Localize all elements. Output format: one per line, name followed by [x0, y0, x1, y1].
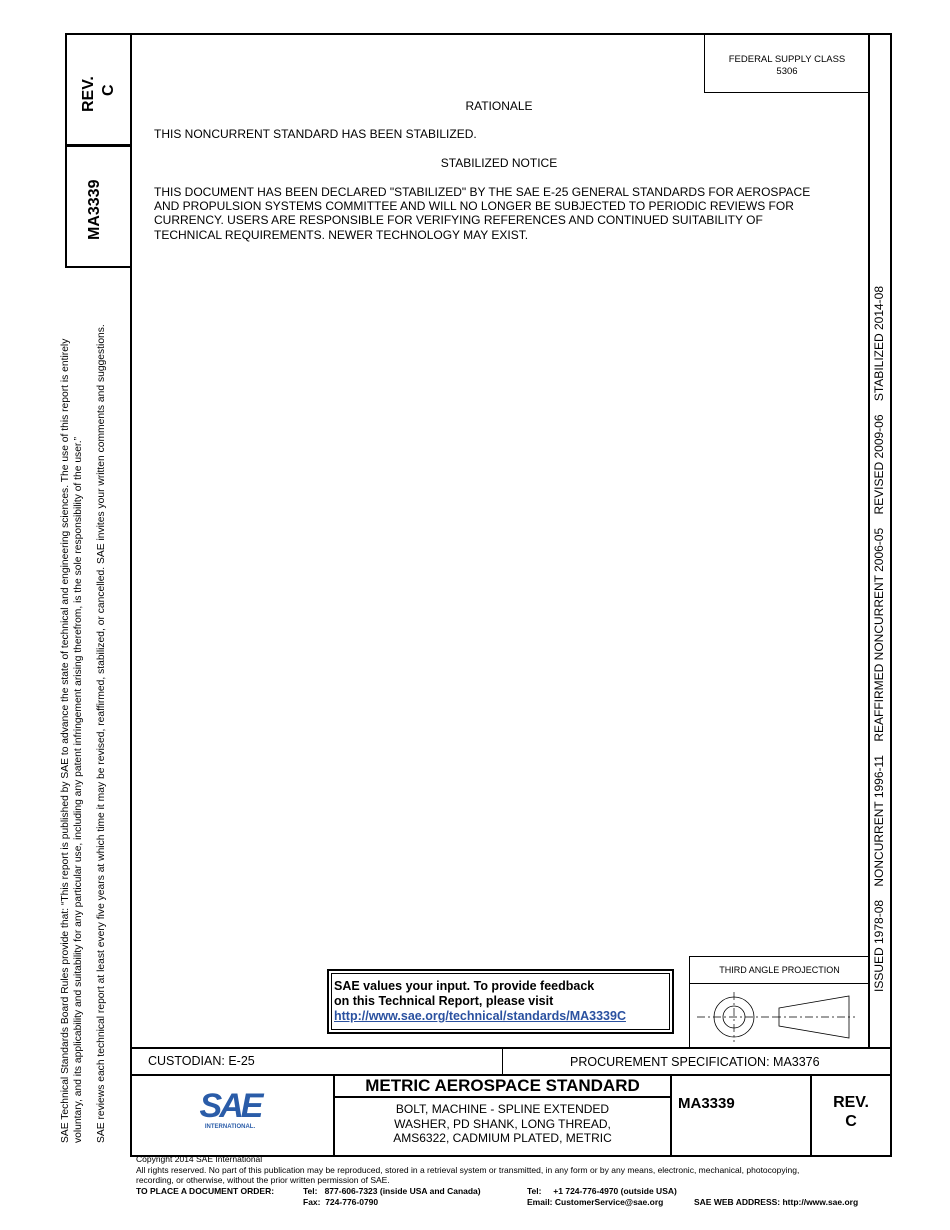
left-rev-value: C [100, 84, 117, 96]
web-address: SAE WEB ADDRESS: http://www.sae.org [694, 1197, 859, 1207]
left-doc-number: MA3339 [86, 179, 103, 240]
copyright: Copyright 2014 SAE International [136, 1154, 263, 1164]
revision-history: ISSUED 1978-08 NONCURRENT 1996-11 REAFFIRMED NONCURRENT 2006-05 REVISED 2009-06 STABILIZED 2014-08 [872, 285, 886, 992]
rationale-text: THIS NONCURRENT STANDARD HAS BEEN STABILIZED. [154, 127, 477, 141]
desc-line-3: AMS6322, CADMIUM PLATED, METRIC [393, 1131, 612, 1145]
fax: Fax: 724-776-0790 [303, 1197, 379, 1207]
title-underline [335, 1096, 670, 1098]
doc-number: MA3339 [678, 1095, 735, 1112]
third-angle-projection-icon [695, 988, 865, 1044]
rights-line-2: recording, or otherwise, without the prior written permission of SAE. [136, 1175, 390, 1185]
board-rules-line1: SAE Technical Standards Board Rules provide that: “This report is published by SAE to advance the state of technical and engineering sciences. The use of this report is entirely [60, 338, 71, 1143]
custodian-divider [502, 1047, 503, 1075]
desc-divider [670, 1075, 672, 1157]
rights-line-1: All rights reserved. No part of this publication may be reproduced, stored in a retrieval system or transmitted, in any form or by any means, electronic, mechanical, photocopying, [136, 1165, 800, 1175]
procurement-spec: PROCUREMENT SPECIFICATION: MA3376 [570, 1055, 820, 1069]
fsc-label: FEDERAL SUPPLY CLASS [728, 54, 846, 65]
feedback-line-2: on this Technical Report, please visit [334, 994, 554, 1008]
notice-line-2: AND PROPULSION SYSTEMS COMMITTEE AND WILL NO LONGER BE SUBJECTED TO PERIODIC REVIEWS FOR [154, 199, 794, 213]
projection-divider [689, 983, 870, 984]
history-column-divider [868, 33, 870, 1047]
feedback-link[interactable]: http://www.sae.org/technical/standards/MA3339C [334, 1009, 626, 1023]
left-rev-label: REV. [80, 76, 97, 112]
sae-logo [190, 1089, 270, 1135]
desc-line-1: BOLT, MACHINE - SPLINE EXTENDED [395, 1102, 610, 1116]
sae-logo-text: SAE [199, 1087, 261, 1125]
feedback-line-1: SAE values your input. To provide feedback [334, 979, 595, 993]
sae-logo-sub: INTERNATIONAL. [204, 1124, 256, 1130]
notice-line-3: CURRENCY. USERS ARE RESPONSIBLE FOR VERIFYING REFERENCES AND CONTINUED SUITABILITY OF [154, 213, 763, 227]
fsc-value: 5306 [776, 66, 798, 77]
notice-line-1: THIS DOCUMENT HAS BEEN DECLARED "STABILIZED" BY THE SAE E-25 GENERAL STANDARDS FOR AEROSPACE [154, 185, 811, 199]
email: Email: CustomerService@sae.org [527, 1197, 664, 1207]
projection-label: THIRD ANGLE PROJECTION [719, 965, 840, 975]
tel-usa: Tel: 877-606-7323 (inside USA and Canada) [303, 1186, 481, 1196]
left-rev-box [65, 33, 132, 146]
rationale-heading: RATIONALE [465, 99, 533, 113]
desc-line-2: WASHER, PD SHANK, LONG THREAD, [394, 1117, 611, 1131]
custodian: CUSTODIAN: E-25 [148, 1054, 255, 1068]
title-rev-label: REV. [833, 1094, 869, 1111]
notice-line-4: TECHNICAL REQUIREMENTS. NEWER TECHNOLOGY MAY EXIST. [154, 228, 529, 242]
review-note: SAE reviews each technical report at least every five years at which time it may be revised, reaffirmed, stabilized, or cancelled. SAE invites your written comments and suggestions. [96, 324, 107, 1143]
title-rev-value: C [845, 1113, 857, 1130]
tel-outside: Tel: +1 724-776-4970 (outside USA) [527, 1186, 677, 1196]
order-label: TO PLACE A DOCUMENT ORDER: [136, 1186, 275, 1196]
stabilized-notice-heading: STABILIZED NOTICE [440, 156, 558, 170]
board-rules-line2: voluntary, and its applicability and suitability for any particular use, including any patent infringement arising therefrom, is the sole responsibility of the user.” [73, 436, 84, 1143]
standard-title: METRIC AEROSPACE STANDARD [365, 1076, 640, 1095]
